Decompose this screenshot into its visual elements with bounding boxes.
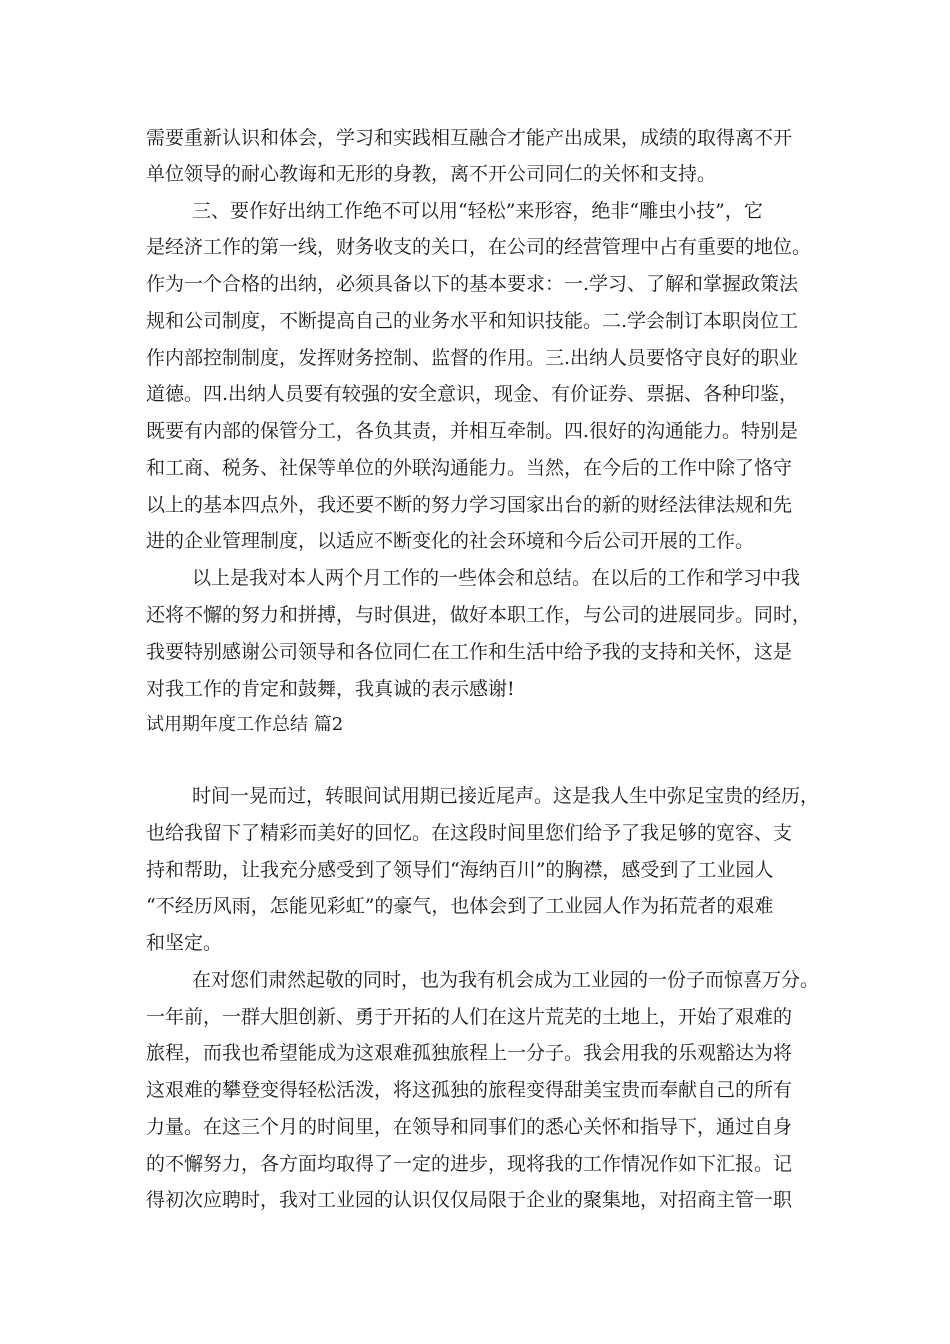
text-line: 得初次应聘时，我对工业园的认识仅仅局限于企业的聚集地，对招商主管一职 [146,1189,793,1211]
text-line: 需要重新认识和体会，学习和实践相互融合才能产出成果，成绩的取得离不开 [146,127,793,149]
text-line: 规和公司制度，不断提高自己的业务水平和知识技能。二.学会制订本职岗位工 [146,310,799,332]
text-line: 持和帮助，让我充分感受到了领导们“海纳百川”的胸襟，感受到了工业园人 [146,859,774,881]
text-line: 还将不懈的努力和拼搏，与时俱进，做好本职工作，与公司的进展同步。同时， [146,604,812,626]
text-line: 也给我留下了精彩而美好的回忆。在这段时间里您们给予了我足够的宽容、支 [146,822,793,844]
text-line: 既要有内部的保管分工，各负其责，并相互牵制。四.很好的沟通能力。特别是 [146,420,799,442]
text-line: 以上是我对本人两个月工作的一些体会和总结。在以后的工作和学习中我 [192,567,801,589]
text-line: 时间一晃而过，转眼间试用期已接近尾声。这是我人生中弥足宝贵的经历， [192,785,820,807]
text-line: 力量。在这三个月的时间里，在领导和同事们的悉心关怀和指导下，通过自身 [146,1116,793,1138]
text-line: 这艰难的攀登变得轻松活泼，将这孤独的旅程变得甜美宝贵而奉献自己的所有 [146,1079,793,1101]
text-line: 和工商、税务、社保等单位的外联沟通能力。当然，在今后的工作中除了恪守 [146,457,793,479]
text-line: 的不懈努力，各方面均取得了一定的进步，现将我的工作情况作如下汇报。记 [146,1153,793,1175]
text-line: 道德。四.出纳人员要有较强的安全意识，现金、有价证券、票据、各种印鉴， [146,383,799,405]
text-line: 作为一个合格的出纳，必须具备以下的基本要求：一.学习、了解和掌握政策法 [146,273,799,295]
text-line: 我要特别感谢公司领导和各位同仁在工作和生活中给予我的支持和关怀，这是 [146,641,793,663]
text-line: 作内部控制制度，发挥财务控制、监督的作用。三.出纳人员要恪守良好的职业 [146,347,799,369]
text-line: 三、要作好出纳工作绝不可以用“轻松”来形容，绝非“雕虫小技”，它 [192,200,763,222]
text-line: 一年前，一群大胆创新、勇于开拓的人们在这片荒芜的土地上，开始了艰难的 [146,1006,793,1028]
text-line: 和坚定。 [146,932,223,954]
text-line: 在对您们肃然起敬的同时，也为我有机会成为工业园的一份子而惊喜万分。 [192,969,820,991]
text-line: “不经历风雨，怎能见彩虹”的豪气，也体会到了工业园人作为拓荒者的艰难 [146,895,774,917]
text-line: 对我工作的肯定和鼓舞，我真诚的表示感谢! [146,678,515,700]
text-line: 进的企业管理制度，以适应不断变化的社会环境和今后公司开展的工作。 [146,530,755,552]
text-line: 旅程，而我也希望能成为这艰难孤独旅程上一分子。我会用我的乐观豁达为将 [146,1042,793,1064]
text-line: 单位领导的耐心教诲和无形的身教，离不开公司同仁的关怀和支持。 [146,163,717,185]
text-line: 以上的基本四点外，我还要不断的努力学习国家出台的新的财经法律法规和先 [146,494,793,516]
section-heading: 试用期年度工作总结 篇2 [146,714,344,735]
text-line: 是经济工作的第一线，财务收支的关口，在公司的经营管理中占有重要的地位。 [146,236,812,258]
